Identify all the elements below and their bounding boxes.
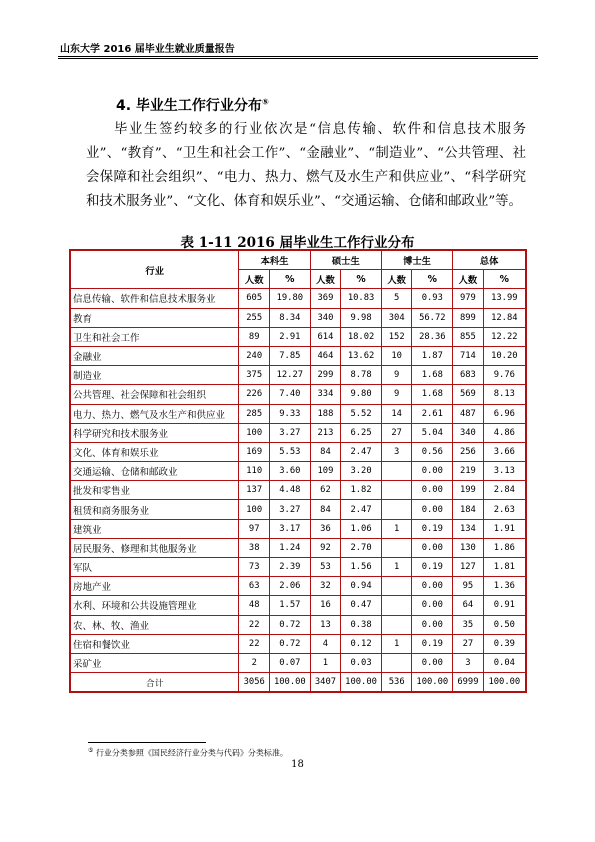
pct-cell: 3.17 <box>269 519 310 538</box>
pct-cell: 2.84 <box>483 481 526 500</box>
table-row <box>70 385 526 404</box>
table-row <box>70 346 526 365</box>
count-cell <box>381 462 412 481</box>
pct-cell: 0.47 <box>341 596 382 615</box>
pct-cell: 8.78 <box>341 366 382 385</box>
pct-cell: 0.39 <box>483 634 526 653</box>
count-cell: 4 <box>310 634 341 653</box>
page-number: 18 <box>291 759 304 770</box>
count-cell <box>381 596 412 615</box>
footnote-rule <box>88 742 206 743</box>
table-row <box>70 481 526 500</box>
pct-cell: 0.00 <box>412 481 453 500</box>
pct-cell: 1.06 <box>341 519 382 538</box>
pct-cell: 2.70 <box>341 538 382 557</box>
industry-distribution-table <box>69 249 527 693</box>
pct-cell: 0.04 <box>483 653 526 672</box>
industry-cell: 建筑业 <box>70 519 239 538</box>
total-cell: 3407 <box>310 673 341 693</box>
pct-cell: 1.68 <box>412 385 453 404</box>
industry-cell: 采矿业 <box>70 653 239 672</box>
count-cell: 9 <box>381 385 412 404</box>
count-cell: 1 <box>310 653 341 672</box>
footnote-mark: ⑤ <box>88 747 94 754</box>
pct-cell: 8.34 <box>269 308 310 327</box>
total-cell: 536 <box>381 673 412 693</box>
count-cell: 464 <box>310 346 341 365</box>
count-cell: 255 <box>239 308 270 327</box>
table-row <box>70 462 526 481</box>
pct-cell: 0.07 <box>269 653 310 672</box>
pct-cell: 1.81 <box>483 558 526 577</box>
header-rule-top <box>58 56 538 57</box>
count-cell: 226 <box>239 385 270 404</box>
pct-cell: 0.56 <box>412 442 453 461</box>
count-cell: 340 <box>310 308 341 327</box>
count-cell: 35 <box>453 615 484 634</box>
pct-cell: 0.38 <box>341 615 382 634</box>
pct-cell: 1.91 <box>483 519 526 538</box>
pct-cell: 0.12 <box>341 634 382 653</box>
section-heading <box>116 95 269 115</box>
pct-cell: 19.80 <box>269 289 310 308</box>
pct-cell: 0.91 <box>483 596 526 615</box>
count-cell: 89 <box>239 327 270 346</box>
count-cell: 899 <box>453 308 484 327</box>
pct-cell: 0.72 <box>269 634 310 653</box>
pct-cell: 12.27 <box>269 366 310 385</box>
count-cell: 92 <box>310 538 341 557</box>
section-heading-text: 4. 毕业生工作行业分布 <box>116 98 262 114</box>
total-cell: 6999 <box>453 673 484 693</box>
industry-cell: 教育 <box>70 308 239 327</box>
pct-cell: 5.52 <box>341 404 382 423</box>
pct-cell: 9.80 <box>341 385 382 404</box>
count-cell: 1 <box>381 634 412 653</box>
count-cell: 213 <box>310 423 341 442</box>
count-cell: 100 <box>239 423 270 442</box>
pct-cell: 7.85 <box>269 346 310 365</box>
pct-header: % <box>483 270 526 289</box>
pct-cell: 0.00 <box>412 577 453 596</box>
table-row <box>70 404 526 423</box>
pct-cell: 3.60 <box>269 462 310 481</box>
table-row <box>70 577 526 596</box>
count-cell: 714 <box>453 346 484 365</box>
count-cell: 16 <box>310 596 341 615</box>
pct-cell: 5.53 <box>269 442 310 461</box>
count-cell: 605 <box>239 289 270 308</box>
count-cell: 683 <box>453 366 484 385</box>
table-row <box>70 596 526 615</box>
count-cell: 614 <box>310 327 341 346</box>
industry-cell: 电力、热力、燃气及水生产和供应业 <box>70 404 239 423</box>
pct-cell: 0.19 <box>412 634 453 653</box>
count-cell: 188 <box>310 404 341 423</box>
count-cell: 569 <box>453 385 484 404</box>
group-header-undergrad: 本科生 <box>239 250 310 270</box>
count-cell: 27 <box>381 423 412 442</box>
pct-cell: 6.25 <box>341 423 382 442</box>
pct-cell: 3.20 <box>341 462 382 481</box>
group-header-overall: 总体 <box>453 250 526 270</box>
pct-cell: 1.24 <box>269 538 310 557</box>
count-cell: 169 <box>239 442 270 461</box>
count-cell: 38 <box>239 538 270 557</box>
pct-cell: 10.83 <box>341 289 382 308</box>
industry-cell: 科学研究和技术服务业 <box>70 423 239 442</box>
count-cell: 134 <box>453 519 484 538</box>
pct-cell: 0.00 <box>412 615 453 634</box>
count-cell: 855 <box>453 327 484 346</box>
pct-cell: 5.04 <box>412 423 453 442</box>
count-cell: 3 <box>453 653 484 672</box>
count-cell <box>381 500 412 519</box>
count-header: 人数 <box>310 270 341 289</box>
pct-cell: 1.57 <box>269 596 310 615</box>
count-cell <box>381 615 412 634</box>
count-cell: 979 <box>453 289 484 308</box>
count-cell: 137 <box>239 481 270 500</box>
pct-cell: 9.76 <box>483 366 526 385</box>
table-row <box>70 442 526 461</box>
industry-cell: 信息传输、软件和信息技术服务业 <box>70 289 239 308</box>
table-row <box>70 538 526 557</box>
footnote-marker: ⑤ <box>261 97 269 107</box>
total-cell: 100.00 <box>341 673 382 693</box>
pct-header: % <box>269 270 310 289</box>
count-cell <box>381 653 412 672</box>
count-cell: 340 <box>453 423 484 442</box>
industry-cell: 水利、环境和公共设施管理业 <box>70 596 239 615</box>
pct-cell: 7.40 <box>269 385 310 404</box>
pct-cell: 2.47 <box>341 500 382 519</box>
pct-cell: 9.33 <box>269 404 310 423</box>
pct-cell: 0.00 <box>412 596 453 615</box>
industry-cell: 文化、体育和娱乐业 <box>70 442 239 461</box>
count-cell: 299 <box>310 366 341 385</box>
industry-cell: 房地产业 <box>70 577 239 596</box>
count-cell: 63 <box>239 577 270 596</box>
pct-cell: 0.19 <box>412 558 453 577</box>
count-cell: 22 <box>239 615 270 634</box>
table-row <box>70 500 526 519</box>
group-header-master: 硕士生 <box>310 250 381 270</box>
pct-cell: 4.48 <box>269 481 310 500</box>
table-row <box>70 634 526 653</box>
count-cell <box>381 481 412 500</box>
pct-cell: 6.96 <box>483 404 526 423</box>
count-cell: 64 <box>453 596 484 615</box>
total-row <box>70 673 526 693</box>
count-cell: 48 <box>239 596 270 615</box>
count-cell: 3 <box>381 442 412 461</box>
table-row <box>70 653 526 672</box>
count-cell: 95 <box>453 577 484 596</box>
count-cell: 1 <box>381 519 412 538</box>
count-cell: 256 <box>453 442 484 461</box>
pct-cell: 0.00 <box>412 500 453 519</box>
total-cell: 3056 <box>239 673 270 693</box>
count-cell: 53 <box>310 558 341 577</box>
pct-cell: 12.84 <box>483 308 526 327</box>
pct-header: % <box>412 270 453 289</box>
pct-cell: 0.94 <box>341 577 382 596</box>
count-cell: 2 <box>239 653 270 672</box>
count-cell: 375 <box>239 366 270 385</box>
total-cell: 100.00 <box>483 673 526 693</box>
count-cell: 199 <box>453 481 484 500</box>
table-row <box>70 519 526 538</box>
count-cell: 100 <box>239 500 270 519</box>
pct-cell: 2.39 <box>269 558 310 577</box>
count-cell: 130 <box>453 538 484 557</box>
industry-cell: 批发和零售业 <box>70 481 239 500</box>
count-cell: 27 <box>453 634 484 653</box>
table-caption: 表 1-11 2016 届毕业生工作行业分布 <box>180 235 415 251</box>
pct-cell: 3.27 <box>269 500 310 519</box>
count-cell: 73 <box>239 558 270 577</box>
count-cell: 184 <box>453 500 484 519</box>
pct-cell: 9.98 <box>341 308 382 327</box>
industry-cell: 交通运输、仓储和邮政业 <box>70 462 239 481</box>
industry-cell: 租赁和商务服务业 <box>70 500 239 519</box>
pct-cell: 1.86 <box>483 538 526 557</box>
count-header: 人数 <box>453 270 484 289</box>
pct-cell: 2.61 <box>412 404 453 423</box>
industry-cell: 公共管理、社会保障和社会组织 <box>70 385 239 404</box>
count-cell: 127 <box>453 558 484 577</box>
count-header: 人数 <box>381 270 412 289</box>
industry-cell: 金融业 <box>70 346 239 365</box>
table-row <box>70 366 526 385</box>
pct-cell: 3.13 <box>483 462 526 481</box>
pct-cell: 10.20 <box>483 346 526 365</box>
count-cell: 10 <box>381 346 412 365</box>
count-cell: 84 <box>310 500 341 519</box>
count-cell: 240 <box>239 346 270 365</box>
header-rule-bottom <box>58 58 538 59</box>
pct-cell: 0.00 <box>412 653 453 672</box>
pct-cell: 12.22 <box>483 327 526 346</box>
count-cell: 487 <box>453 404 484 423</box>
pct-cell: 3.27 <box>269 423 310 442</box>
count-cell: 369 <box>310 289 341 308</box>
count-cell: 97 <box>239 519 270 538</box>
count-cell: 62 <box>310 481 341 500</box>
pct-cell: 4.86 <box>483 423 526 442</box>
pct-cell: 2.63 <box>483 500 526 519</box>
total-cell: 100.00 <box>269 673 310 693</box>
pct-cell: 1.87 <box>412 346 453 365</box>
paragraph-text: 毕业生签约较多的行业依次是“信息传输、软件和信息技术服务业”、“教育”、“卫生和社会工作”、“金融业”、“制造业”、“公共管理、社会保障和社会组织”、“电力、热力、燃气及水生产和供应业”、“科学研究和技术服务业”、“文化、体育和娱乐业”、“交通运输、仓储和邮政业”等。 <box>86 122 526 209</box>
count-cell: 152 <box>381 327 412 346</box>
table-body <box>70 289 526 673</box>
pct-cell: 13.62 <box>341 346 382 365</box>
industry-cell: 居民服务、修理和其他服务业 <box>70 538 239 557</box>
count-cell: 14 <box>381 404 412 423</box>
count-cell: 219 <box>453 462 484 481</box>
pct-cell: 28.36 <box>412 327 453 346</box>
body-paragraph <box>86 118 526 214</box>
count-cell: 110 <box>239 462 270 481</box>
pct-cell: 1.36 <box>483 577 526 596</box>
pct-cell: 1.82 <box>341 481 382 500</box>
pct-cell: 18.02 <box>341 327 382 346</box>
industry-cell: 农、林、牧、渔业 <box>70 615 239 634</box>
pct-cell: 2.47 <box>341 442 382 461</box>
count-cell: 285 <box>239 404 270 423</box>
pct-header: % <box>341 270 382 289</box>
count-cell: 109 <box>310 462 341 481</box>
industry-cell: 制造业 <box>70 366 239 385</box>
pct-cell: 13.99 <box>483 289 526 308</box>
pct-cell: 0.50 <box>483 615 526 634</box>
footnote-text: 行业分类参照《国民经济行业分类与代码》分类标准。 <box>95 748 288 758</box>
count-cell: 304 <box>381 308 412 327</box>
pct-cell: 2.06 <box>269 577 310 596</box>
pct-cell: 0.00 <box>412 462 453 481</box>
count-cell <box>381 538 412 557</box>
report-header: 山东大学 2016 届毕业生就业质量报告 <box>60 44 235 55</box>
pct-cell: 3.66 <box>483 442 526 461</box>
table-row <box>70 308 526 327</box>
group-header-doctor: 博士生 <box>381 250 452 270</box>
pct-cell: 8.13 <box>483 385 526 404</box>
table-row <box>70 327 526 346</box>
pct-cell: 0.19 <box>412 519 453 538</box>
count-cell: 36 <box>310 519 341 538</box>
count-cell: 1 <box>381 558 412 577</box>
table-row <box>70 289 526 308</box>
industry-cell: 住宿和餐饮业 <box>70 634 239 653</box>
industry-column-header: 行业 <box>70 250 239 289</box>
count-cell: 334 <box>310 385 341 404</box>
count-cell: 22 <box>239 634 270 653</box>
table-row <box>70 423 526 442</box>
footnote <box>88 747 288 759</box>
pct-cell: 0.03 <box>341 653 382 672</box>
count-cell <box>381 577 412 596</box>
count-cell: 84 <box>310 442 341 461</box>
pct-cell: 2.91 <box>269 327 310 346</box>
pct-cell: 1.56 <box>341 558 382 577</box>
pct-cell: 56.72 <box>412 308 453 327</box>
count-header: 人数 <box>239 270 270 289</box>
industry-cell: 卫生和社会工作 <box>70 327 239 346</box>
pct-cell: 0.00 <box>412 538 453 557</box>
count-cell: 5 <box>381 289 412 308</box>
pct-cell: 0.72 <box>269 615 310 634</box>
total-cell: 100.00 <box>412 673 453 693</box>
industry-cell: 军队 <box>70 558 239 577</box>
count-cell: 13 <box>310 615 341 634</box>
count-cell: 32 <box>310 577 341 596</box>
count-cell: 9 <box>381 366 412 385</box>
total-label: 合计 <box>70 673 239 693</box>
table-row <box>70 615 526 634</box>
pct-cell: 1.68 <box>412 366 453 385</box>
pct-cell: 0.93 <box>412 289 453 308</box>
table-row <box>70 558 526 577</box>
